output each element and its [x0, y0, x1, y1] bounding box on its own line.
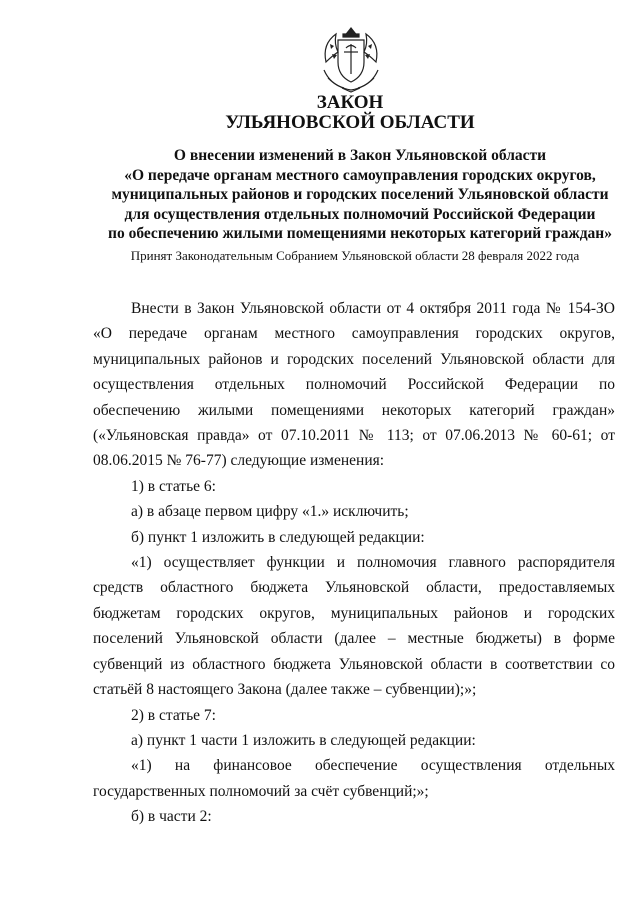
paragraph: «1) на финансовое обеспечение осуществления отдельных государственных полномочий за счёт субвенций;»; [93, 757, 615, 800]
paragraph: Внести в Закон Ульяновской области от 4 октября 2011 года № 154-ЗО «О передаче органам местного самоуправления городских округов, муниципальных районов и городских поселений Ульяновской области для осуществления отдельных полномочий Российской Федерации по обеспечению жилыми помещениями некоторых категорий граждан» («Ульяновская правда» от 07.10.2011 № 113; от 07.06.2013 № 60-61; от 08.06.2015 № 76-77) следующие изменения: [93, 300, 615, 470]
title-line: по обеспечению жилыми помещениями некоторых категорий граждан» [108, 225, 612, 242]
coat-of-arms-icon [318, 22, 384, 94]
list-item: 1) в статье 6: [131, 477, 216, 495]
document-type: ЗАКОН [316, 92, 384, 113]
title-line: муниципальных районов и городских поселений Ульяновской области [111, 186, 609, 203]
paragraph: «1) осуществляет функции и полномочия главного распорядителя средств областного бюджета Ульяновской области, предоставляемых бюджетам городских округов, муниципальных районов и городских поселений Ульяновской области (далее – местные бюджеты) в форме субвенций из областного бюджета Ульяновской области в соответствии со статьёй 8 настоящего Закона (далее также – субвенции);»; [93, 554, 615, 699]
list-item: а) пункт 1 части 1 изложить в следующей редакции: [131, 731, 476, 749]
list-item: б) пункт 1 изложить в следующей редакции: [131, 528, 425, 546]
list-item: б) в части 2: [131, 808, 212, 826]
title-line: для осуществления отдельных полномочий Российской Федерации [124, 205, 596, 223]
document-region: УЛЬЯНОВСКОЙ ОБЛАСТИ [225, 112, 475, 133]
document-body [93, 296, 615, 830]
title-line: О внесении изменений в Закон Ульяновской области [173, 147, 547, 164]
title-line: «О передаче органам местного самоуправления городских округов, [124, 166, 596, 184]
law-title [90, 146, 630, 244]
adoption-note: Принят Законодательным Собранием Ульяновской области 28 февраля 2022 года [130, 248, 580, 263]
list-item: 2) в статье 7: [131, 706, 216, 724]
list-item: а) в абзаце первом цифру «1.» исключить; [131, 503, 409, 521]
